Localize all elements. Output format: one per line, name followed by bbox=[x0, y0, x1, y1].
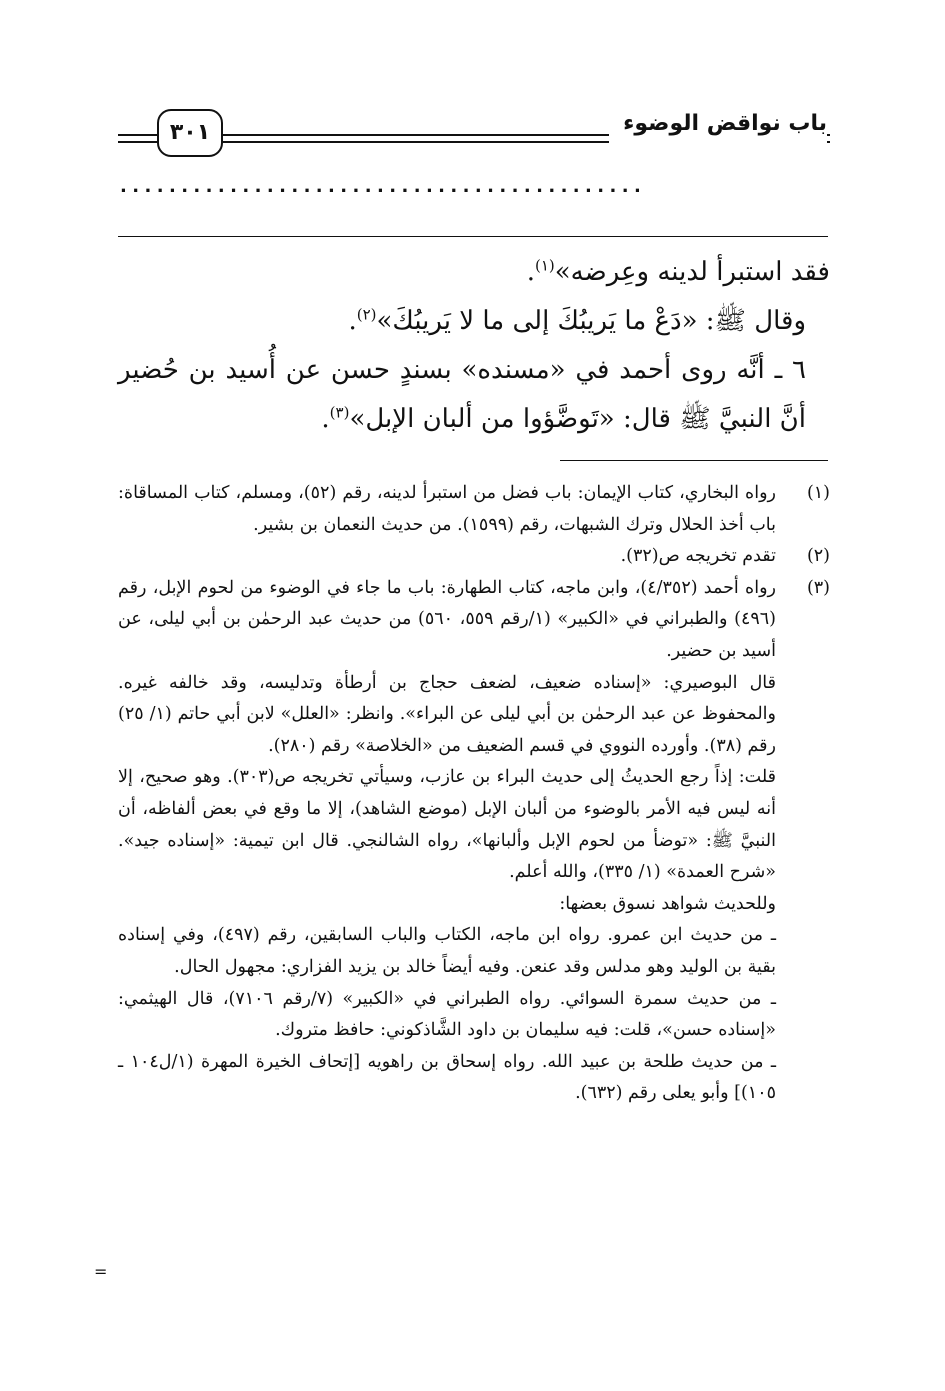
footnote-separator bbox=[560, 460, 828, 461]
footnote-paragraph: وللحديث شواهد نسوق بعضها: bbox=[559, 893, 776, 914]
footnote-paragraph: ـ من حديث ابن عمرو. رواه ابن ماجه، الكتاب والباب السابقين، رقم (٤٩٧)، وفي إسناده بقية بن الوليد وهو مدلس وقد عنعن. وفيه أيضاً خالد بن يزيد الفزاري: مجهول الحال. bbox=[118, 925, 776, 977]
main-text bbox=[118, 248, 830, 444]
footnote-3 bbox=[118, 573, 830, 1110]
footnotes bbox=[118, 478, 830, 1110]
page-number: ٣٠١ bbox=[157, 109, 223, 157]
footnote-2 bbox=[118, 541, 830, 573]
main-paragraph: ٦ ـ أنَّه روى أحمد في «مسنده» بسندٍ حسن عن أُسيد بن حُضير أنَّ النبيَّ ﷺ قال: «تَوضَّؤوا من ألبان الإبل»$^{(٣)}$. bbox=[118, 355, 806, 434]
footnote-paragraph: قال البوصيري: «إسناده ضعيف، لضعف حجاج بن أرطأة وتدليسه، وقد خالفه غيره. والمحفوظ عن عبد الرحمٰن بن أبي ليلى عن البراء». وانظر: «العلل» لابن أبي حاتم (١/ ٢٥) رقم (٣٨). وأورده النووي في قسم الضعيف من «الخلاصة» رقم (٢٨٠). bbox=[118, 672, 777, 756]
continuation-mark: = bbox=[94, 1262, 108, 1281]
chapter-title: باب نواقض الوضوء bbox=[609, 104, 827, 144]
main-paragraph: وقال ﷺ: «دَعْ ما يَريبُكَ إلى ما لا يَريبُكَ»$^{(٢)}$. bbox=[348, 305, 806, 336]
footnote-paragraph: ـ من حديث سمرة السوائي. رواه الطبراني في «الكبير» (٧/رقم ٧١٠٦)، قال الهيثمي: «إسناده حسن»، قلت: فيه سليمان بن داود الشَّاذكوني: حافظ متروك. bbox=[118, 988, 776, 1041]
footnote-ref: (١) bbox=[534, 256, 555, 275]
dotted-separator: ........................................... bbox=[120, 176, 647, 197]
footnote-number: (٢) bbox=[806, 546, 830, 567]
content-top-rule bbox=[118, 236, 828, 237]
footnote-1 bbox=[118, 478, 830, 541]
footnote-number: (٣) bbox=[806, 577, 830, 598]
footnote-ref: (٣) bbox=[329, 403, 350, 422]
footnote-paragraph: قلت: إذاً رجع الحديثُ إلى حديث البراء بن عازب، وسيأتي تخريجه ص(٣٠٣). وهو صحيح، إلا أنه ليس فيه الأمر بالوضوء من ألبان الإبل (موضع الشاهد)، إلا ما وقع في بعض ألفاظه، أن النبيَّ ﷺ: «توضأ من لحوم الإبل وألبانها»، رواه الشالنجي. قال ابن تيمية: «إسناده جيد». «شرح العمدة» (١/ ٣٣٥)، والله أعلم. bbox=[118, 767, 776, 883]
main-paragraph: فقد استبرأ لدينه وعِرضه»$^{(١)}$. bbox=[526, 256, 830, 287]
footnote-paragraph: تقدم تخريجه ص(٣٢). bbox=[620, 546, 776, 567]
footnote-paragraph: رواه أحمد (٤/٣٥٢)، وابن ماجه، كتاب الطهارة: باب ما جاء في الوضوء من لحوم الإبل، رقم (٤٩٦) والطبراني في «الكبير» (١/رقم ٥٥٩، ٥٦٠) من حديث عبد الرحمٰن بن أبي ليلى، عن أسيد بن حضير. bbox=[118, 577, 776, 661]
footnote-paragraph: ـ من حديث طلحة بن عبيد الله. رواه إسحاق بن راهويه [إتحاف الخيرة المهرة (١/ل١٠٤ ـ ١٠٥)] وأبو يعلى رقم (٦٣٢). bbox=[118, 1051, 776, 1104]
footnote-number: (١) bbox=[806, 483, 830, 503]
footnote-ref: (٢) bbox=[356, 305, 377, 324]
footnote-paragraph: رواه البخاري، كتاب الإيمان: باب فضل من استبرأ لدينه، رقم (٥٢)، ومسلم، كتاب المساقاة: باب أخذ الحلال وترك الشبهات، رقم (١٥٩٩). من حديث النعمان بن بشير. bbox=[118, 483, 776, 535]
